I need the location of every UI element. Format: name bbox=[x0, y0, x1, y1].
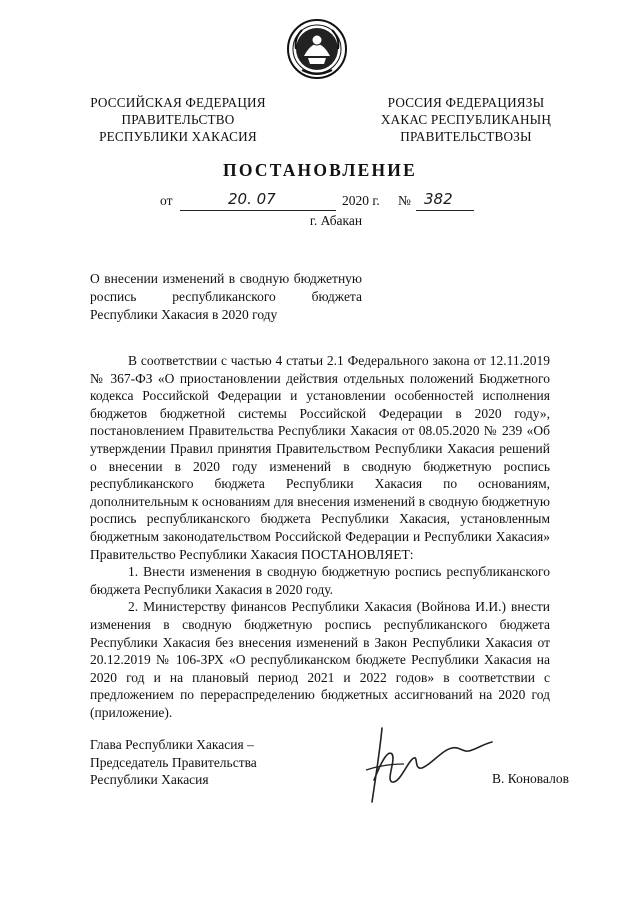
document-title: ПОСТАНОВЛЕНИЕ bbox=[223, 160, 417, 180]
body-paragraph: В соответствии с частью 4 статьи 2.1 Федерального закона от 12.11.2019 № 367-ФЗ «О приостановлении действия отдельных положений Бюджетного кодекса Российской Федерации и установлении особенностей исполнения бюджетов бюджетной системы Российской Федерации в 2020 году», постановлением Правительства Республики Хакасия от 08.05.2020 № 239 «Об утверждении Правил принятия Правительством Республики Хакасия решений о внесении в 2020 году изменений в сводную бюджетную роспись республиканского бюджета Республики Хакасия по основаниям, дополнительным к основаниям для внесения изменений в сводную бюджетную роспись республиканского бюджета Республики Хакасия, установленным бюджетным законодательством Российской Федерации и Республики Хакасия» Правительство Республики Хакасия ПОСТАНОВЛЯЕТ: bbox=[90, 353, 550, 562]
coat-of-arms-icon bbox=[286, 18, 348, 80]
header-right-line: РОССИЯ ФЕДЕРАЦИЯЗЫ bbox=[387, 95, 545, 110]
body-paragraph: 2. Министерству финансов Республики Хакасия (Войнова И.И.) внести изменения в сводную бюджетную роспись республиканского бюджета Республики Хакасия без внесения изменений в Закон Республики Хакасия от 20.12.2019 № 106-ЗРХ «О республиканском бюджете Республики Хакасия на 2020 год и на плановый период 2021 и 2022 годов» в соответствии с предложением по перераспределению бюджетных ассигнований на 2020 год (приложение). bbox=[90, 599, 550, 720]
document-subject: О внесении изменений в сводную бюджетную роспись республиканского бюджета Республики Хакасия в 2020 году bbox=[90, 271, 362, 322]
header-left-line: РЕСПУБЛИКИ ХАКАСИЯ bbox=[99, 129, 257, 144]
date-prefix: от bbox=[160, 193, 173, 208]
number-handwritten: 382 bbox=[424, 190, 453, 208]
city: г. Абакан bbox=[309, 213, 363, 228]
number-line bbox=[416, 190, 474, 211]
date-handwritten: 20. 07 bbox=[228, 190, 276, 208]
header-right-line: ХАКАС РЕСПУБЛИКАНЫҢ bbox=[380, 112, 552, 127]
header-left-line: РОССИЙСКАЯ ФЕДЕРАЦИЯ bbox=[90, 95, 266, 110]
number-prefix: № bbox=[398, 193, 411, 208]
document-body bbox=[90, 352, 550, 721]
signatory-position-line: Председатель Правительства bbox=[90, 754, 257, 770]
header-left-line: ПРАВИТЕЛЬСТВО bbox=[121, 112, 235, 127]
date-line bbox=[180, 190, 336, 211]
year-label: 2020 г. bbox=[342, 193, 380, 208]
signatory-position-line: Республики Хакасия bbox=[90, 772, 209, 788]
header-right bbox=[360, 94, 572, 145]
header-left bbox=[72, 94, 284, 145]
body-paragraph: 1. Внести изменения в сводную бюджетную роспись республиканского бюджета Республики Хакасия в 2020 году. bbox=[90, 564, 550, 597]
signatory-position bbox=[90, 736, 310, 789]
header-right-line: ПРАВИТЕЛЬСТВОЗЫ bbox=[400, 129, 532, 144]
signatory-position-line: Глава Республики Хакасия – bbox=[90, 737, 254, 752]
signatory-name: В. Коновалов bbox=[492, 771, 569, 786]
handwritten-signature bbox=[352, 720, 502, 810]
